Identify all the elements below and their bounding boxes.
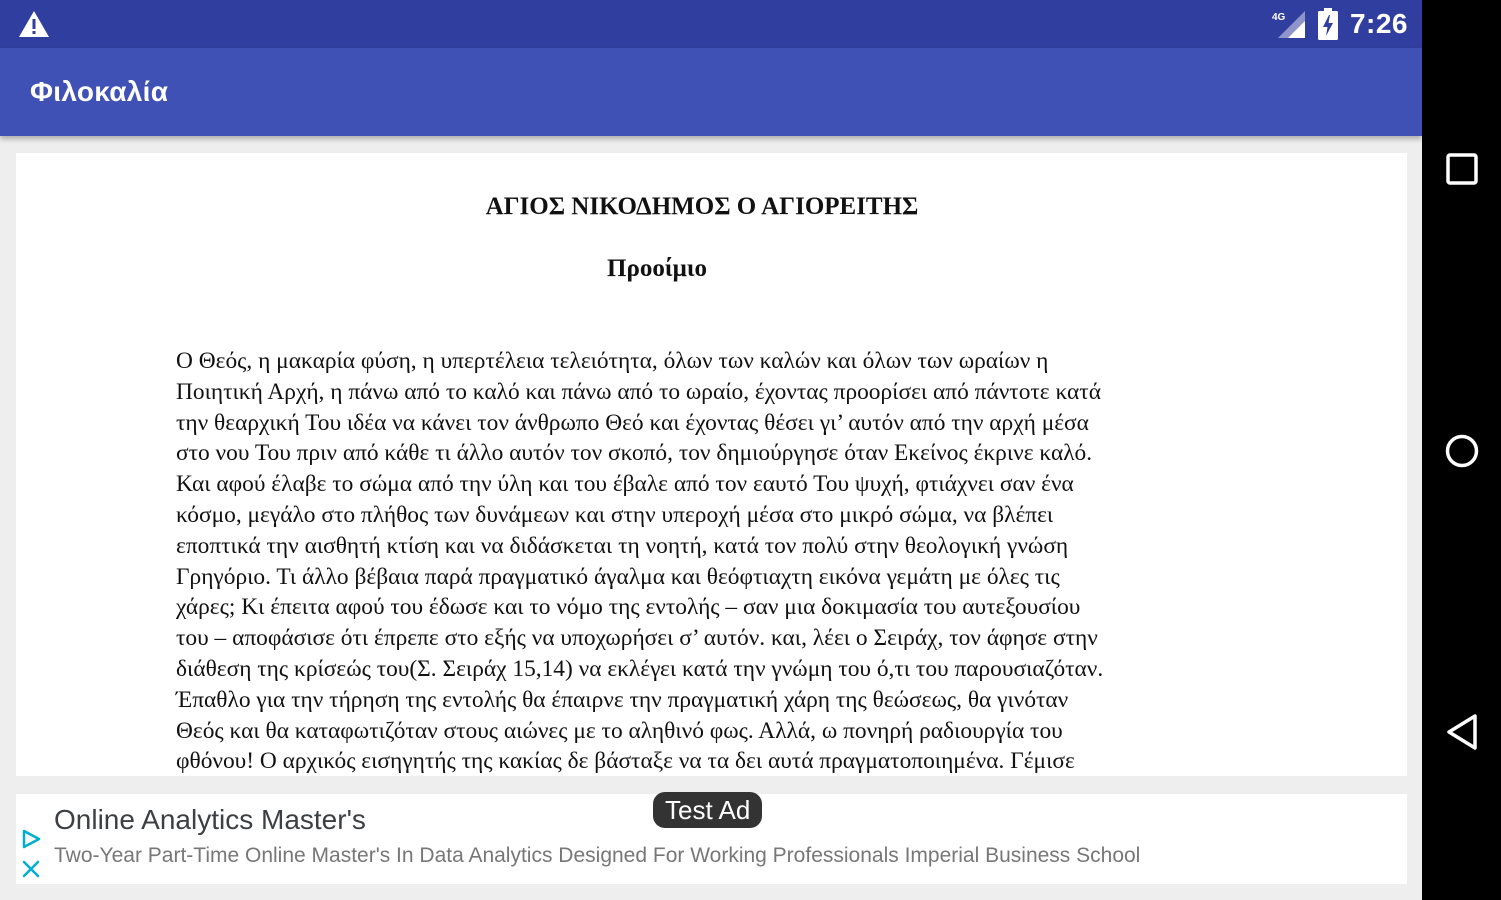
text-line: διάθεση της κρίσεώς του(Σ. Σειράχ 15,14) να εκλέγει κατά την γνώμη του ό,τι του παρουσιαζόταν. — [176, 655, 1104, 682]
ad-banner[interactable] — [16, 794, 1407, 884]
text-line: στο νου Του πριν από κάθε τι άλλο αυτόν τον σκοπό, τον δημιούργησε όταν Εκείνος έκρινε καλό. — [176, 440, 1093, 467]
text-line: Θεός και θα καταφωτιζόταν στους αιώνες με το αληθινό φως. Αλλά, ω πονηρή ραδιουργία του — [176, 717, 1063, 744]
text-line: κόσμο, μεγάλο στο πλήθος των δυνάμεων και στην υπεροχή μέσα στο μικρό σώμα, να βλέπει — [176, 501, 1054, 528]
text-line: Ποιητική Αρχή, η πάνω από το καλό και πάνω από το ωραίο, έχοντας προορίσει από πάντοτε κατά — [176, 378, 1101, 405]
text-line: Έπαθλο για την τήρηση της εντολής θα έπαιρνε την πραγματική χάρη της θεώσεως, θα γινόταν — [176, 686, 1069, 713]
back-button[interactable] — [1422, 713, 1501, 751]
ad-choices[interactable] — [20, 828, 42, 884]
battery-charging-icon — [1318, 8, 1338, 40]
text-line: την θεαρχική Του ιδέα να κάνει τον άνθρωπο Θεό και έχοντας θέσει γι’ αυτόν από την αρχή μέσα — [176, 409, 1089, 436]
back-icon[interactable] — [1444, 713, 1480, 751]
text-line: Και αφού έλαβε το σώμα από την ύλη και του έβαλε από τον εαυτό Του ψυχή, φτιάχνει σαν ένα — [176, 471, 1074, 498]
ad-headline[interactable]: Online Analytics Master's — [54, 804, 366, 835]
document-view[interactable] — [16, 153, 1407, 776]
status-bar — [0, 0, 1422, 48]
adchoices-play-icon[interactable] — [20, 828, 42, 850]
app-title: Φιλοκαλία — [30, 76, 169, 107]
ad-description[interactable]: Two-Year Part-Time Online Master's In Data Analytics Designed For Working Professionals Imperial Business School — [54, 844, 1141, 867]
text-line: φθόνου! Ο αρχικός εισηγητής της κακίας δε βάσταξε να τα δει αυτά πραγματοποιημένα. Γέμισε — [176, 748, 1075, 775]
network-type-label: 4G — [1271, 12, 1286, 23]
warning-icon — [18, 10, 50, 38]
recents-icon[interactable] — [1445, 152, 1479, 186]
app-bar — [0, 48, 1422, 136]
text-line: χάρες; Κι έπειτα αφού του έδωσε και το νόμο της εντολής – σαν μια δοκιμασία του αυτεξουσίου — [176, 594, 1081, 621]
text-line: Γρηγόριο. Τι άλλο βέβαια παρά πραγματικό άγαλμα και θεόφτιαχτη εικόνα γεμάτη με όλες τις — [176, 563, 1060, 590]
home-button[interactable] — [1422, 433, 1501, 469]
navigation-bar — [1422, 0, 1501, 900]
home-icon[interactable] — [1444, 433, 1480, 469]
text-line: του – αποφάσισε ότι έπρεπε στο εξής να υποχωρήσει σ’ αυτόν. και, λέει ο Σειράχ, τον άφησε στην — [176, 625, 1098, 652]
document-subtitle: Προοίμιο — [607, 255, 707, 282]
document-body — [176, 346, 1256, 776]
document-title: ΑΓΙΟΣ ΝΙΚΟΔΗΜΟΣ Ο ΑΓΙΟΡΕΙΤΗΣ — [485, 193, 919, 220]
text-line: εποπτικά την αισθητή κτίση και να διδάσκεται τη νοητή, κατά τον πολύ στην θεολογική γνώση — [176, 532, 1069, 559]
test-ad-badge: Test Ad — [653, 792, 762, 828]
status-clock: 7:26 — [1349, 8, 1408, 39]
text-line: Ο Θεός, η μακαρία φύση, η υπερτέλεια τελειότητα, όλων των καλών και όλων των ωραίων η — [176, 348, 1049, 374]
ad-close-icon[interactable] — [20, 859, 42, 879]
recents-button[interactable] — [1422, 152, 1501, 186]
signal-icon — [1272, 9, 1306, 39]
